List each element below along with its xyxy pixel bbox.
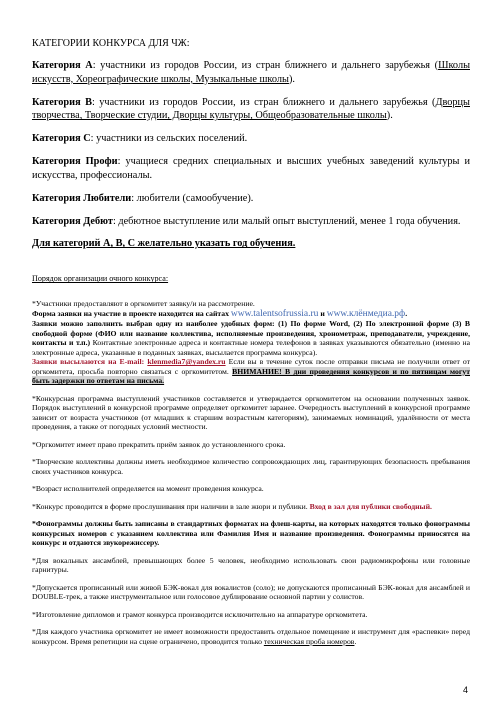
page-number: 4 xyxy=(463,685,469,695)
microphones-paragraph: *Для вокальных ансамблей, превышающих более 5 человек, необходимо использовать свои радиомикрофоны или головные гарнитуры. xyxy=(32,555,470,575)
escorts-paragraph: *Творческие коллективы должны иметь необходимое количество сопровождающих лиц, гарантирующих безопасность пребывания своих участников конкурса. xyxy=(32,457,470,476)
category-amateurs: Категория Любители: любители (самообучение). xyxy=(32,193,254,205)
category-a: Категория А: участники из городов России, из стран ближнего и дальнего зарубежья (Школы искусств, Хореографические школы, Музыкальные школы). xyxy=(32,60,470,85)
categories-list xyxy=(32,59,470,229)
category-extra: Школы искусств, Хореографические школы, Музыкальные школы xyxy=(32,60,470,85)
page-content xyxy=(32,38,470,654)
site-link-klenmedia[interactable]: www.клёнмедиа.рф xyxy=(326,308,406,319)
audition-paragraph: *Конкурс проводится в форме прослушивания при наличии в зале жюри и публики. Вход в зал для публики свободный. xyxy=(32,501,432,511)
stop-applications-paragraph: *Оргкомитет имеет право прекратить приём заявок до установленного срока. xyxy=(32,439,286,449)
category-b: Категория В: участники из городов России, из стран ближнего и дальнего зарубежья (Дворцы творчества, Творческие студии, Дворцы культуры, Общеобразовательные школы). xyxy=(32,96,470,122)
category-extra: Дворцы творчества, Творческие студии, Дворцы культуры, Общеобразовательные школы xyxy=(32,96,470,122)
phonograms-paragraph: *Фонограммы должны быть записаны в стандартных форматах на флеш-карты, на которых находятся только фонограммы конкурсных номеров с указанием коллектива или Фамилия Имя и название произведения. Фонограммы приносятся на конкурс и отдаются звукорежиссеру. xyxy=(32,519,470,548)
category-profi: Категория Профи: учащиеся средних специальных и высших учебных заведений культуры и искусства, профессионалы. xyxy=(32,156,471,182)
site-link-talents[interactable]: www.talentsofrussia.ru xyxy=(230,308,319,319)
free-entry-text: Вход в зал для публики свободный. xyxy=(309,501,432,511)
category-debut: Категория Дебют: дебютное выступление или малый опыт выступлений, менее 1 года обучения. xyxy=(32,216,461,228)
procedure-title: Порядок организации очного конкурса: xyxy=(32,274,169,284)
rehearsal-paragraph: *Для каждого участника оргкомитет не имеет возможности предоставить отдельное помещение и инструмент для «распевки» перед конкурсом. Время репетиции на сцене ограничено, проводится только техническая проба номеров. xyxy=(32,627,470,646)
forms-text: Заявки можно заполнить выбрав одну из наиболее удобных форм: (1) По форме Word, (2) По электронной форме (3) В свободной форме (ФИО или название коллектива, исполняемые произведения, хронометраж, преподаватели, учреждение, контакты и т.п.) xyxy=(32,319,470,348)
page-heading: КАТЕГОРИИ КОНКУРСА ДЛЯ ЧЖ: xyxy=(32,38,190,49)
category-name: Категория Любители xyxy=(32,193,132,205)
back-vocal-paragraph: *Допускается прописанный или живой БЭК-вокал для вокалистов (соло); не допускаются прописанный БЭК-вокал для ансамблей и DOUBLE-трек, а также инструментальное или голосовое дублирование основной партии у солистов. xyxy=(32,582,470,602)
program-paragraph: *Конкурсная программа выступлений участников составляется и утверждается оргкомитетом на основании полученных заявок. Порядок выступлений в конкурсной программе определяет оргкомитет заранее. Очередность выступлений в конкурсной программе зависит от возраста участников (от младших к старшим возрастным категориям), занимаемых номинаций, удалённости от места проведения, а также от погодных условий местности. xyxy=(32,393,470,432)
category-c: Категория С: участники из сельских поселений. xyxy=(32,133,248,145)
category-name: Категория Дебют xyxy=(32,216,113,228)
category-name: Категория С xyxy=(32,133,91,145)
diplomas-paragraph: *Изготовление дипломов и грамот конкурса производится исключительно на аппаратуре оргкомитета. xyxy=(32,609,368,619)
category-name: Категория В xyxy=(32,96,92,108)
email-link[interactable]: klenmedia7@yandex.ru xyxy=(147,357,226,367)
email-label: Заявки высылаются на E-mail: xyxy=(32,357,148,367)
category-name: Категория Профи xyxy=(32,156,118,168)
warning-text: ВНИМАНИЕ! В дни проведения конкурсов и по пятницам могут быть задержки по ответам на письма. xyxy=(32,366,470,386)
category-name: Категория А xyxy=(32,60,93,71)
application-paragraph: *Участники предоставляют в оргкомитет заявку/и на рассмотрение. Форма заявки на участие в проекте находится на сайтах www.talentsofrussia.ru и www.клёнмедиа.рф. Заявки можно заполнить выбрав одну из наиболее удобных форм: (1) По форме Word, (2) По электронной форме (3) В свободной форме (ФИО или название коллектива, исполняемые произведения, хронометраж, преподаватели, учреждение, контакты и т.п.) Контактные электронные адреса и контактные номера телефонов в заявках указываются обязательно (именно на электронные адреса, указанные в поданных заявках, высылается программа конкурса). Заявки высылаются на E-mail: klenmedia7@yandex.ru Если вы в течение суток после отправки письма не получили ответ от оргкомитета, просьба повторно связаться с оргкомитетом. ВНИМАНИЕ! В дни проведения конкурсов и по пятницам могут быть задержки по ответам на письма. xyxy=(32,299,470,386)
year-of-study-note: Для категорий А, В, С желательно указать год обучения. xyxy=(32,238,296,250)
tech-check-text: техническая проба номеров xyxy=(263,636,355,646)
age-paragraph: *Возраст исполнителей определяется на момент проведения конкурса. xyxy=(32,484,264,494)
